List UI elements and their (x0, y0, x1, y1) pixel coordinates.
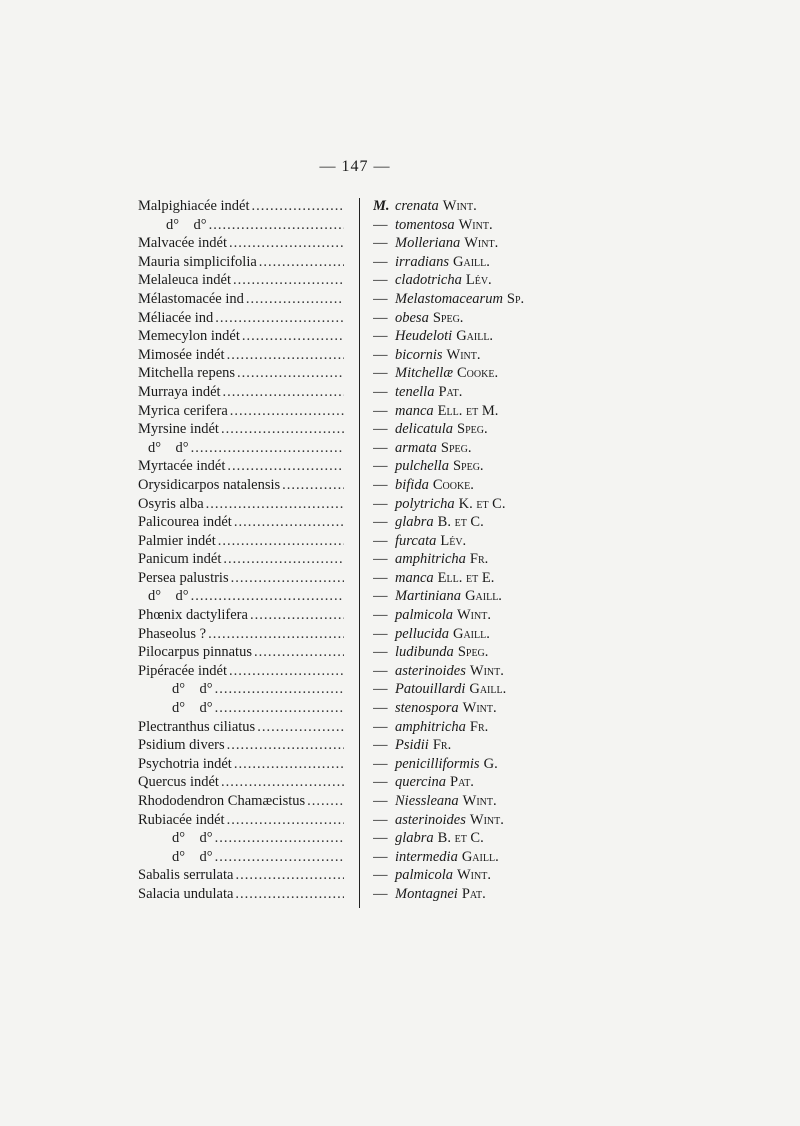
host-entry (138, 253, 344, 272)
host-entry (138, 309, 344, 328)
author-name: Wint. (462, 793, 497, 809)
ditto-dash: — (373, 309, 388, 326)
host-name: Palicourea indét (138, 514, 232, 531)
leader-dots (215, 680, 344, 699)
leader-dots (231, 569, 344, 588)
author-name: Wint. (469, 662, 504, 679)
author-name: Wint. (462, 700, 497, 717)
species-name: amphitricha (395, 718, 466, 735)
leader-dots (234, 513, 344, 532)
ditto-dash: — (373, 848, 388, 865)
ditto-dash: — (373, 755, 388, 772)
ditto-dash: — (373, 885, 388, 902)
host-name: Phaseolus ? (138, 625, 207, 642)
host-entry (138, 513, 344, 532)
fungus-entry (373, 420, 603, 439)
host-entry (138, 346, 344, 365)
leader-dots (235, 885, 344, 904)
host-entry (138, 587, 344, 606)
host-name: Memecylon indét (138, 328, 240, 345)
author-name: Cooke. (457, 365, 499, 382)
host-name: d° d° (172, 848, 213, 865)
host-entry (138, 532, 344, 551)
host-entry (138, 699, 344, 718)
leader-dots (215, 848, 344, 867)
ditto-dash: — (373, 514, 388, 531)
host-name: Osyris alba (138, 495, 204, 512)
host-entry (138, 866, 344, 885)
fungus-entry (373, 271, 603, 290)
ditto-dash: — (373, 588, 388, 605)
host-name: Pilocarpus pinnatus (138, 644, 252, 661)
species-name: manca (395, 402, 434, 419)
species-name: manca (395, 569, 434, 586)
species-name: penicilliformis (395, 755, 480, 772)
leader-dots (229, 234, 344, 253)
host-name: Mimosée indét (138, 346, 225, 363)
author-name: G. (483, 755, 498, 772)
leader-dots (218, 532, 344, 551)
species-name: furcata (395, 532, 437, 549)
host-name: Mélastomacée ind (138, 290, 244, 307)
author-name: Gaill. (452, 625, 490, 642)
host-name: d° d° (148, 588, 189, 605)
fungus-entry (373, 364, 603, 383)
fungus-entry (373, 643, 603, 662)
host-name: Panicum indét (138, 551, 222, 568)
fungus-entry (373, 680, 603, 699)
host-name: Plectranthus ciliatus (138, 718, 256, 735)
genus-abbreviation: M. (373, 198, 390, 214)
host-entry (138, 569, 344, 588)
species-name: Montagnei (395, 885, 458, 902)
leader-dots (229, 662, 344, 681)
fungus-entry (373, 346, 603, 365)
fungus-entry (373, 309, 603, 328)
fungus-entry (373, 848, 603, 867)
host-name: Mitchella repens (138, 365, 236, 382)
fungus-entry (373, 699, 603, 718)
author-name: Wint. (457, 867, 491, 884)
species-name: amphitricha (395, 551, 466, 568)
fungus-entry (373, 625, 603, 644)
host-name: Persea palustris (138, 569, 229, 586)
host-name: Melaleuca indét (138, 272, 231, 289)
fungus-entry (373, 569, 603, 588)
author-name: Fr. (469, 551, 489, 568)
host-name: Myrtacée indét (138, 458, 226, 475)
author-name: Gaill. (453, 253, 490, 270)
ditto-dash: — (373, 774, 388, 791)
fungus-species-column (373, 197, 603, 904)
host-name: Orysidicarpos natalensis (138, 476, 281, 493)
species-name: Patouillardi (395, 681, 466, 698)
leader-dots (215, 309, 344, 328)
author-name: Sp. (506, 290, 525, 307)
species-name: tenella (395, 383, 435, 400)
species-name: bifida (395, 476, 429, 493)
fungus-entry (373, 197, 603, 216)
species-name: Molleriana (395, 235, 461, 252)
author-name: Gaill. (456, 328, 494, 345)
host-name: Malvacée indét (138, 235, 227, 252)
ditto-dash: — (373, 402, 388, 419)
ditto-dash: — (373, 811, 388, 828)
host-entry (138, 643, 344, 662)
species-name: bicornis (395, 346, 443, 363)
author-name: Pat. (450, 774, 474, 791)
fungus-entry (373, 662, 603, 681)
author-name: Speg. (457, 421, 488, 438)
author-name: Cooke. (432, 476, 474, 493)
ditto-dash: — (373, 458, 388, 475)
host-entry (138, 773, 344, 792)
leader-dots (254, 643, 344, 662)
host-name: Rhododendron Chamæcistus (138, 793, 306, 809)
author-name: Gaill. (461, 848, 499, 865)
leader-dots (233, 271, 344, 290)
author-name: Speg. (432, 309, 464, 326)
fungus-entry (373, 606, 603, 625)
leader-dots (246, 290, 344, 309)
ditto-dash: — (373, 532, 388, 549)
ditto-dash: — (373, 290, 388, 307)
host-name: Murraya indét (138, 383, 221, 400)
species-name: intermedia (395, 848, 458, 865)
leader-dots (209, 216, 344, 235)
author-name: B. et C. (437, 514, 484, 531)
species-name: pulchella (395, 458, 449, 475)
leader-dots (235, 866, 344, 885)
author-name: Wint. (469, 811, 504, 828)
species-name: Martiniana (395, 588, 462, 605)
ditto-dash: — (373, 625, 388, 642)
ditto-dash: — (373, 421, 388, 438)
fungus-entry (373, 587, 603, 606)
leader-dots (282, 476, 344, 495)
species-name: obesa (395, 309, 429, 326)
fungus-entry (373, 234, 603, 253)
host-name: Palmier indét (138, 532, 216, 549)
author-name: Gaill. (469, 681, 507, 698)
species-name: cladotricha (395, 272, 462, 289)
ditto-dash: — (373, 644, 388, 661)
host-entry (138, 718, 344, 737)
host-entry (138, 402, 344, 421)
leader-dots (252, 197, 344, 216)
leader-dots (227, 811, 344, 830)
author-name: Speg. (452, 458, 484, 475)
ditto-dash: — (373, 867, 388, 884)
host-entry (138, 290, 344, 309)
host-entry (138, 848, 344, 867)
species-name: Heudeloti (395, 328, 453, 345)
ditto-dash: — (373, 569, 388, 586)
author-name: Pat. (438, 383, 463, 400)
fungus-entry (373, 550, 603, 569)
fungus-entry (373, 811, 603, 830)
author-name: Pat. (461, 885, 486, 902)
ditto-dash: — (373, 272, 388, 289)
host-name: d° d° (172, 681, 213, 698)
fungus-entry (373, 736, 603, 755)
host-name: Rubiacée indét (138, 811, 225, 828)
author-name: Fr. (469, 718, 489, 735)
species-name: asterinoides (395, 662, 466, 679)
host-name: d° d° (166, 216, 207, 233)
species-name: asterinoides (395, 811, 466, 828)
author-name: Wint. (446, 346, 481, 363)
leader-dots (223, 550, 344, 569)
species-name: Melastomacearum (395, 290, 503, 307)
fungus-entry (373, 755, 603, 774)
species-name: quercina (395, 774, 447, 791)
host-entry (138, 364, 344, 383)
leader-dots (215, 699, 344, 718)
leader-dots (307, 792, 344, 811)
species-name: palmicola (395, 867, 453, 884)
ditto-dash: — (373, 253, 388, 270)
host-entry (138, 420, 344, 439)
host-name: Sabalis serrulata (138, 867, 234, 884)
fungus-entry (373, 885, 603, 904)
host-name: Myrica cerifera (138, 402, 228, 419)
author-name: Wint. (457, 607, 491, 624)
fungus-entry (373, 866, 603, 885)
ditto-dash: — (373, 830, 388, 847)
host-entry (138, 736, 344, 755)
ditto-dash: — (373, 793, 388, 809)
host-entry (138, 885, 344, 904)
species-name: pellucida (395, 625, 449, 642)
host-name: d° d° (172, 700, 213, 717)
ditto-dash: — (373, 439, 388, 456)
fungus-entry (373, 383, 603, 402)
species-name: palmicola (395, 607, 453, 624)
species-name: tomentosa (395, 216, 455, 233)
fungus-entry (373, 253, 603, 272)
author-name: Ell. et E. (437, 569, 495, 586)
ditto-dash: — (373, 476, 388, 493)
leader-dots (191, 439, 344, 458)
host-name: Méliacée ind (138, 309, 214, 326)
ditto-dash: — (373, 551, 388, 568)
host-entry (138, 476, 344, 495)
leader-dots (221, 420, 344, 439)
ditto-dash: — (373, 737, 388, 754)
fungus-entry (373, 327, 603, 346)
host-entry (138, 606, 344, 625)
leader-dots (215, 829, 344, 848)
leader-dots (234, 755, 344, 774)
leader-dots (237, 364, 344, 383)
fungus-entry (373, 290, 603, 309)
host-entry (138, 792, 344, 811)
host-entry (138, 811, 344, 830)
author-name: Fr. (432, 737, 452, 754)
ditto-dash: — (373, 346, 388, 363)
host-name: Malpighiacée indét (138, 198, 250, 214)
host-plant-column (138, 197, 344, 904)
host-name: d° d° (148, 439, 189, 456)
fungus-entry (373, 439, 603, 458)
leader-dots (257, 718, 344, 737)
host-name: Psidium divers (138, 737, 225, 754)
column-divider (359, 198, 360, 908)
author-name: Gaill. (465, 588, 502, 605)
ditto-dash: — (373, 607, 388, 624)
fungus-entry (373, 402, 603, 421)
species-name: irradians (395, 253, 449, 270)
leader-dots (221, 773, 344, 792)
host-name: Mauria simplicifolia (138, 253, 257, 270)
leader-dots (223, 383, 344, 402)
ditto-dash: — (373, 718, 388, 735)
species-name: Mitchellæ (395, 365, 453, 382)
fungus-entry (373, 829, 603, 848)
species-name: delicatula (395, 421, 453, 438)
species-name: polytricha (395, 495, 455, 512)
host-entry (138, 457, 344, 476)
fungus-entry (373, 513, 603, 532)
author-name: Speg. (457, 644, 489, 661)
leader-dots (227, 346, 344, 365)
host-entry (138, 550, 344, 569)
author-name: Wint. (458, 216, 493, 233)
leader-dots (191, 587, 344, 606)
host-name: Pipéracée indét (138, 662, 227, 679)
species-name: stenospora (395, 700, 459, 717)
fungus-entry (373, 718, 603, 737)
leader-dots (208, 625, 344, 644)
species-name: crenata (395, 198, 439, 214)
host-name: Phœnix dactylifera (138, 607, 248, 624)
ditto-dash: — (373, 662, 388, 679)
host-entry (138, 755, 344, 774)
host-entry (138, 625, 344, 644)
fungus-entry (373, 532, 603, 551)
fungus-entry (373, 792, 603, 811)
author-name: Lév. (440, 532, 467, 549)
ditto-dash: — (373, 495, 388, 512)
leader-dots (259, 253, 344, 272)
fungus-entry (373, 457, 603, 476)
author-name: Wint. (464, 235, 499, 252)
leader-dots (242, 327, 344, 346)
host-entry (138, 439, 344, 458)
fungus-entry (373, 476, 603, 495)
fungus-entry (373, 773, 603, 792)
author-name: Speg. (440, 439, 472, 456)
host-name: Salacia undulata (138, 885, 234, 902)
host-entry (138, 197, 344, 216)
host-entry (138, 327, 344, 346)
host-entry (138, 680, 344, 699)
species-name: Niessleana (395, 793, 459, 809)
ditto-dash: — (373, 235, 388, 252)
fungus-entry (373, 216, 603, 235)
species-name: glabra (395, 830, 434, 847)
host-entry (138, 662, 344, 681)
host-name: d° d° (172, 830, 213, 847)
leader-dots (230, 402, 344, 421)
ditto-dash: — (373, 328, 388, 345)
species-name: glabra (395, 514, 434, 531)
ditto-dash: — (373, 700, 388, 717)
host-entry (138, 216, 344, 235)
host-name: Quercus indét (138, 774, 219, 791)
species-name: Psidii (395, 737, 429, 754)
ditto-dash: — (373, 216, 388, 233)
ditto-dash: — (373, 383, 388, 400)
leader-dots (227, 457, 344, 476)
host-entry (138, 234, 344, 253)
author-name: Ell. et M. (437, 402, 499, 419)
leader-dots (206, 495, 344, 514)
host-name: Myrsine indét (138, 421, 219, 438)
species-name: armata (395, 439, 437, 456)
ditto-dash: — (373, 365, 388, 382)
author-name: Wint. (442, 198, 477, 214)
host-entry (138, 829, 344, 848)
leader-dots (227, 736, 344, 755)
species-name: ludibunda (395, 644, 454, 661)
host-entry (138, 495, 344, 514)
host-entry (138, 383, 344, 402)
host-name: Psychotria indét (138, 755, 232, 772)
author-name: B. et C. (437, 830, 484, 847)
author-name: K. et C. (458, 495, 506, 512)
leader-dots (250, 606, 344, 625)
page-number: — 147 — (319, 158, 391, 175)
author-name: Lév. (465, 272, 492, 289)
ditto-dash: — (373, 681, 388, 698)
host-entry (138, 271, 344, 290)
fungus-entry (373, 495, 603, 514)
